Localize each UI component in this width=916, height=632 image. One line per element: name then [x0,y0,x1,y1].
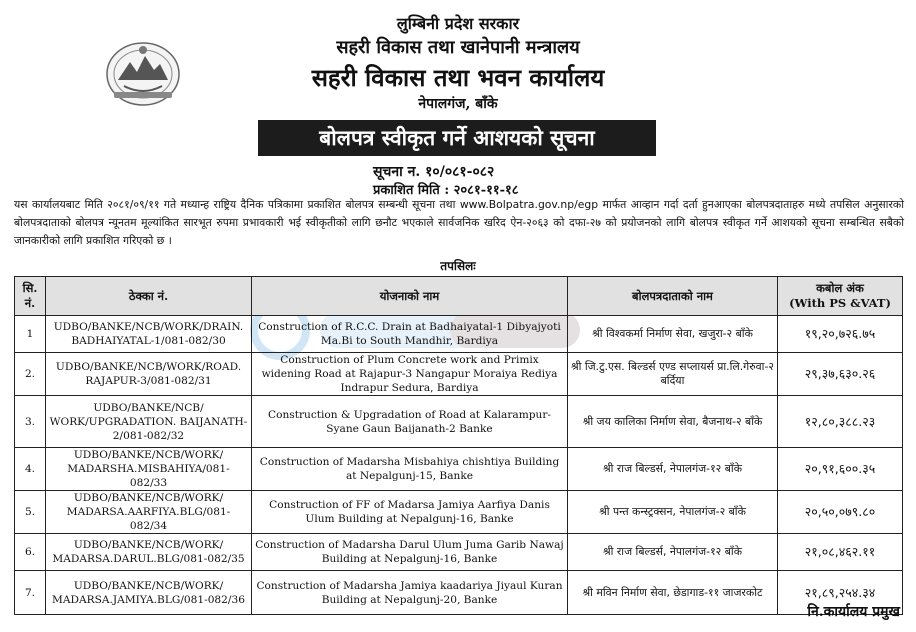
cell-bidder: श्री विश्वकर्मा निर्माण सेवा, खजुरा-२ बाँके [568,316,778,353]
details-heading: तपसिलः [440,259,476,273]
cell-contract: UDBO/BANKE/NCB/WORK/ MADARSHA.MISBAHIYA/081-082/33 [46,448,252,491]
cell-sn: 5. [15,491,46,534]
cell-amount: २१,८९,२५४.३४ [778,571,903,615]
office-location: नेपालगंज, बाँके [418,96,498,112]
cell-contract: UDBO/BANKE/NCB/WORK/DRAIN. BADHAIYATAL-1/081-082/30 [46,316,252,353]
cell-project: Construction of Plum Concrete work and Primix widening Road at Rajapur-3 Nangapur Moraiya Rediya Indrapur Sedura, Bardiya [252,353,568,396]
cell-sn: 6. [15,534,46,571]
table-row [15,396,903,448]
notice-number: सूचना न. १०/०८१-०८२ [373,164,495,180]
cell-bidder: श्री राज बिल्डर्स, नेपालगंज-१२ बाँके [568,534,778,571]
office-name: सहरी विकास तथा भवन कार्यालय [311,63,605,92]
cell-contract: UDBO/BANKE/NCB/WORK/ MADARSA.AARFIYA.BLG/081-082/34 [46,491,252,534]
cell-project: Construction of Madarsha Misbahiya chishtiya Building at Nepalgunj-15, Banke [252,448,568,491]
cell-sn: 2. [15,353,46,396]
cell-project: Construction of Madarsha Darul Ulum Juma Garib Nawaj Building at Nepalgunj-16, Banke [252,534,568,571]
cell-bidder: श्री पन्त कन्स्ट्रक्सन, नेपालगंज-२ बाँके [568,491,778,534]
notice-title-banner: बोलपत्र स्वीकृत गर्ने आशयको सूचना [258,120,656,156]
government-name: लुम्बिनी प्रदेश सरकार [396,14,520,33]
ministry-name: सहरी विकास तथा खानेपानी मन्त्रालय [336,37,580,58]
header-amount-label: कबोल अंक [816,281,864,295]
table-row [15,316,903,353]
table-row [15,448,903,491]
header-sn: सि. नं. [15,277,46,316]
header-amount-sub: (With PS &VAT) [789,296,891,310]
cell-contract: UDBO/BANKE/NCB/ WORK/UPGRADATION. BAIJANATH-2/081-082/32 [46,396,252,448]
table-row [15,491,903,534]
cell-bidder: श्री जय कालिका निर्माण सेवा, बैजनाथ-२ बाँके [568,396,778,448]
cell-bidder: श्री जि.टु.एस. बिल्डर्स एण्ड सप्लायर्स प्रा.लि.गेरुवा-२ बर्दिया [568,353,778,396]
bid-acceptance-table [14,276,903,615]
cell-project: Construction of FF of Madarsa Jamiya Aarfiya Danis Ulum Building at Nepalgunj-16, Banke [252,491,568,534]
cell-sn: 1 [15,316,46,353]
cell-contract: UDBO/BANKE/NCB/WORK/ MADARSA.DARUL.BLG/081-082/35 [46,534,252,571]
header-amount [778,277,903,316]
cell-amount: १९,२०,७२६.७५ [778,316,903,353]
cell-amount: २०,९१,६००.३५ [778,448,903,491]
table-row [15,353,903,396]
header-project-name: योजनाको नाम [252,277,568,316]
cell-amount: १२,८०,३८८.२३ [778,396,903,448]
published-date: प्रकाशित मिति : २०८१-११-१८ [373,183,519,198]
cell-sn: 4. [15,448,46,491]
cell-amount: २०,५०,०७९.८० [778,491,903,534]
table-row [15,571,903,615]
header-bidder-name: बोलपत्रदाताको नाम [568,277,778,316]
cell-contract: UDBO/BANKE/NCB/WORK/ROAD. RAJAPUR-3/081-082/31 [46,353,252,396]
cell-bidder: श्री राज बिल्डर्स, नेपालगंज-१२ बाँके [568,448,778,491]
cell-project: Construction of R.C.C. Drain at Badhaiyatal-1 Dibyajyoti Ma.Bi to South Mandhir, Bardiya [252,316,568,353]
cell-sn: 7. [15,571,46,615]
table-row [15,534,903,571]
cell-amount: २१,०८,४६२.११ [778,534,903,571]
cell-project: Construction of Madarsha Jamiya kaadariya Jiyaul Kuran Building at Nepalgunj-20, Banke [252,571,568,615]
cell-sn: 3. [15,396,46,448]
header-contract-no: ठेक्का नं. [46,277,252,316]
signature-title: नि.कार्यालय प्रमुख [807,604,900,620]
cell-bidder: श्री मविन निर्माण सेवा, छेडागाड-११ जाजरकोट [568,571,778,615]
cell-contract: UDBO/BANKE/NCB/WORK/ MADARSA.JAMIYA.BLG/081-082/36 [46,571,252,615]
cell-project: Construction & Upgradation of Road at Kalarampur-Syane Gaun Baijanath-2 Banke [252,396,568,448]
cell-amount: २९,३७,६३०.२६ [778,353,903,396]
notice-body: यस कार्यालयबाट मिति २०८१/०९/११ गते मध्यान्ह राष्ट्रिय दैनिक पत्रिकामा प्रकाशित बोलपत्र सम्बन्धी सूचना तथा www.Bolpatra.gov.np/egp मार्फत आव्हान गर्दा दर्ता हुनआएका बोलपत्रदाताहरु मध्ये तपसिल अनुसारको बोलपत्रदाताको बोलपत्र न्यूनतम मूल्यांकित सारभूत रुपमा प्रभावकारी भई स्वीकृतीको लागि छनौट भएकाले सार्वजनिक खरिद ऐन-२०६३ को दफा-२७ को प्रयोजनको लागि बोलपत्र स्वीकृत गर्ने आशयको सूचना सम्बन्धित सबैको जानकारीको लागि प्रकाशित गरिएको छ । [14,198,904,247]
